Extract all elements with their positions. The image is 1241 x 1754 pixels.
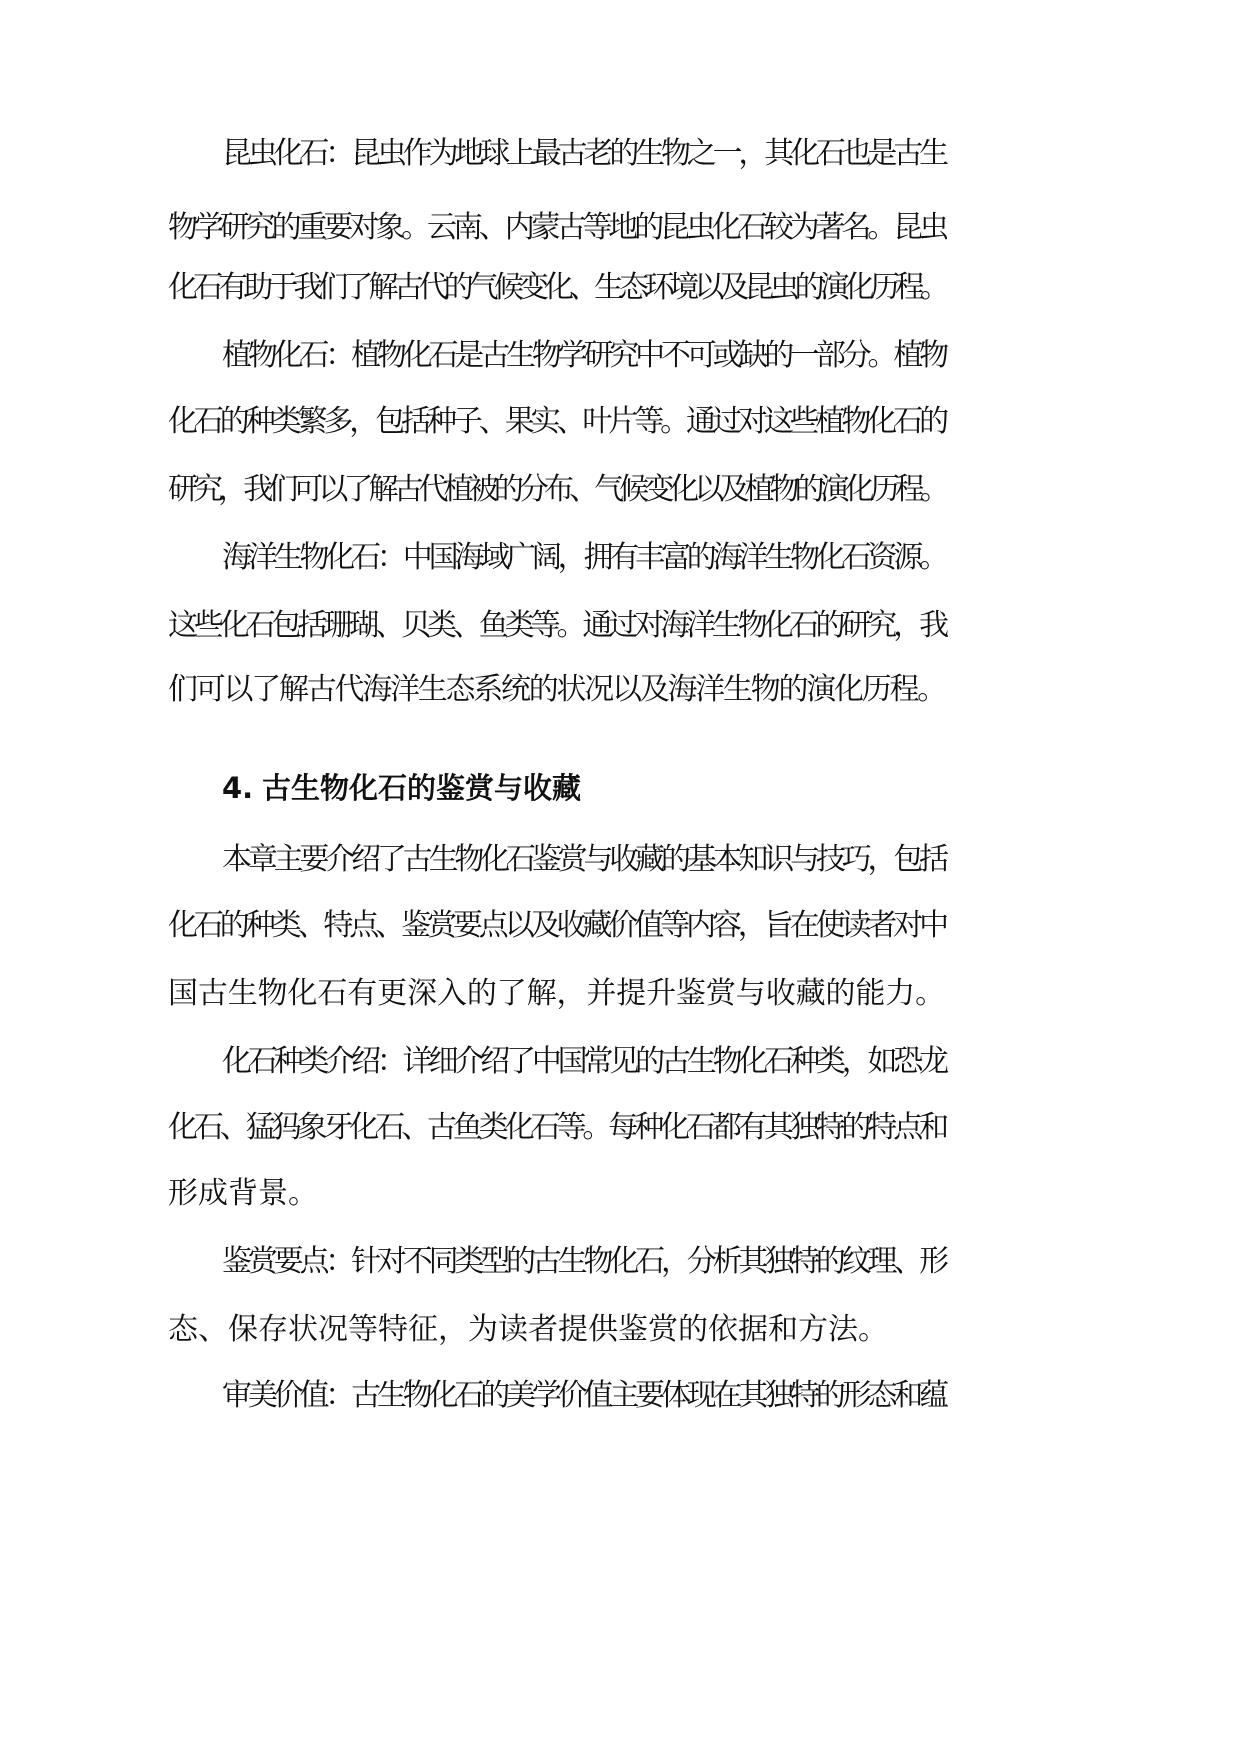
line-text: 物学研究的重要对象。云南、内蒙古等地的昆虫化石较为著名。昆虫 [168, 210, 945, 245]
line-text: 化石的种类繁多，包括种子、果实、叶片等。通过对这些植物化石的 [168, 404, 945, 439]
section-number: 4. [222, 771, 254, 805]
paragraph-line [0, 838, 1241, 882]
paragraph-line [0, 1240, 1241, 1284]
line-text: 态、保存状况等特征，为读者提供鉴赏的依据和方法。 [168, 1312, 888, 1347]
paragraph-line [0, 904, 1241, 948]
paragraph-line [0, 1374, 1241, 1418]
line-text: 鉴赏要点：针对不同类型的古生物化石，分析其独特的纹理、形 [222, 1244, 945, 1279]
paragraph-line [0, 1106, 1241, 1150]
line-text: 审美价值：古生物化石的美学价值主要体现在其独特的形态和蕴 [222, 1378, 945, 1413]
line-text: 国古生物化石有更深入的了解，并提升鉴赏与收藏的能力。 [168, 976, 945, 1011]
paragraph-line [0, 334, 1241, 378]
line-text: 化石的种类、特点、鉴赏要点以及收藏价值等内容，旨在使读者对中 [168, 908, 945, 943]
paragraph-line [0, 972, 1241, 1016]
line-text: 植物化石：植物化石是古生物学研究中不可或缺的一部分。植物 [222, 338, 945, 373]
paragraph-line [0, 536, 1241, 580]
paragraph-line [0, 400, 1241, 444]
line-text: 化石、猛犸象牙化石、古鱼类化石等。每种化石都有其独特的特点和 [168, 1110, 945, 1145]
paragraph-line [0, 206, 1241, 250]
paragraph-line [0, 468, 1241, 512]
section-heading [0, 766, 1241, 810]
paragraph-line [0, 668, 1241, 712]
line-text: 形成背景。 [168, 1176, 318, 1211]
paragraph-line [0, 604, 1241, 648]
section-title: 古生物化石的鉴赏与收藏 [262, 771, 582, 805]
paragraph-line [0, 1040, 1241, 1084]
paragraph-line [0, 266, 1241, 310]
line-text: 这些化石包括珊瑚、贝类、鱼类等。通过对海洋生物化石的研究，我 [168, 608, 945, 643]
line-text: 本章主要介绍了古生物化石鉴赏与收藏的基本知识与技巧，包括 [222, 842, 945, 877]
line-text: 们可以了解古代海洋生态系统的状况以及海洋生物的演化历程。 [168, 672, 945, 707]
paragraph-line [0, 1172, 1241, 1216]
line-text: 研究，我们可以了解古代植被的分布、气候变化以及植物的演化历程。 [168, 472, 945, 507]
paragraph-line [0, 1308, 1241, 1352]
line-text: 化石有助于我们了解古代的气候变化、生态环境以及昆虫的演化历程。 [168, 270, 945, 305]
line-text: 海洋生物化石：中国海域广阔，拥有丰富的海洋生物化石资源。 [222, 540, 945, 575]
paragraph-line [0, 132, 1241, 176]
line-text: 昆虫化石：昆虫作为地球上最古老的生物之一，其化石也是古生 [222, 136, 945, 171]
line-text: 化石种类介绍：详细介绍了中国常见的古生物化石种类，如恐龙 [222, 1044, 945, 1079]
